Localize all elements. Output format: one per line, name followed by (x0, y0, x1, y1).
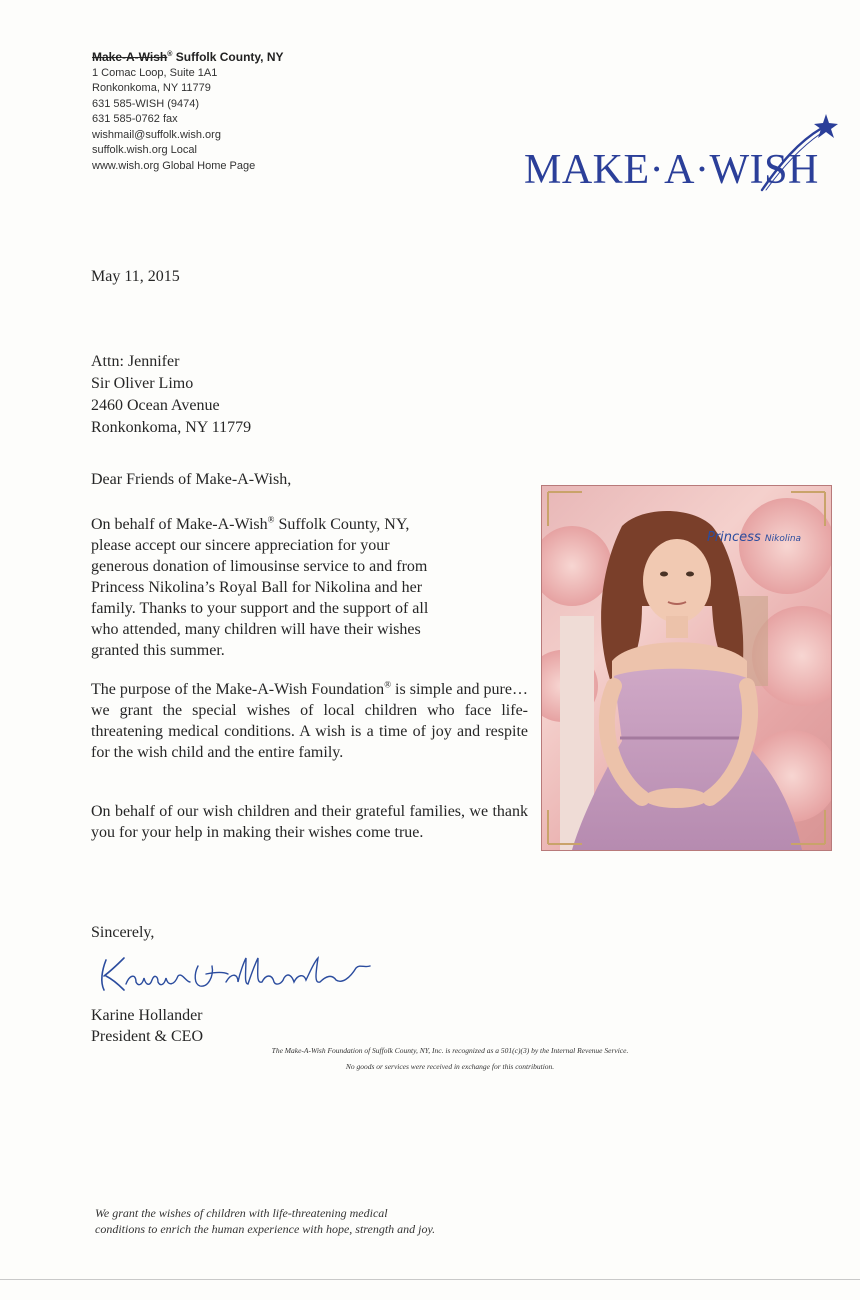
body-paragraph-3: On behalf of our wish children and their grateful families, we thank you for your help in making their wishes come true. (91, 803, 528, 841)
recipient-line: 2460 Ocean Avenue (91, 397, 220, 414)
logo-wordmark: MAKE·A·WISH (524, 147, 819, 193)
handwritten-signature (98, 952, 378, 994)
closing: Sincerely, (91, 924, 155, 941)
bottom-rule (0, 1279, 860, 1280)
mission-statement: We grant the wishes of children with life-threatening medical conditions to enrich the human experience with hope, strength and joy. (95, 1206, 436, 1236)
make-a-wish-logo (524, 112, 854, 192)
address-line: 1 Comac Loop, Suite 1A1 (92, 66, 218, 79)
global-site-line: www.wish.org Global Home Page (92, 159, 256, 172)
signer-title: President & CEO (91, 1028, 203, 1045)
salutation: Dear Friends of Make-A-Wish, (91, 471, 292, 488)
address-line: Ronkonkoma, NY 11779 (92, 82, 211, 94)
recipient-address (91, 351, 251, 439)
body-paragraph-1: On behalf of Make-A-Wish® Suffolk County, NY, please accept our sincere appreciation for your generous donation of limousinse service to and from Princess Nikolina’s Royal Ball for Nikolina and her family. Thanks to your support and the support of all who attended, many children will have their wishes granted this summer. (91, 514, 429, 659)
letter-date: May 11, 2015 (91, 268, 180, 285)
local-site-line: suffolk.wish.org Local (92, 144, 197, 156)
body-paragraph-2: The purpose of the Make-A-Wish Foundation® is simple and pure… we grant the special wishes of local children who face life-threatening medical conditions. A wish is a time of joy and respite for the wish child and the entire family. (91, 679, 528, 761)
tax-disclaimer: The Make-A-Wish Foundation of Suffolk County, NY, Inc. is recognized as a 501(c)(3) by the Internal Revenue Service. No goods or services were received in exchange for this contribution. (271, 1046, 629, 1071)
photo-caption: Princess Nikolina (707, 530, 802, 545)
letterhead-contact (92, 47, 284, 174)
recipient-line: Attn: Jennifer (91, 353, 180, 370)
email-line: wishmail@suffolk.wish.org (92, 128, 221, 141)
org-name: Make-A-Wish® Suffolk County, NY (92, 50, 284, 64)
recipient-line: Sir Oliver Limo (91, 375, 194, 392)
recipient-line: Ronkonkoma, NY 11779 (91, 419, 252, 436)
fax-line: 631 585-0762 fax (92, 113, 178, 125)
phone-line: 631 585-WISH (9474) (92, 97, 199, 110)
signer-block (91, 1005, 203, 1047)
star-icon (760, 112, 850, 192)
signer-name: Karine Hollander (91, 1007, 203, 1024)
